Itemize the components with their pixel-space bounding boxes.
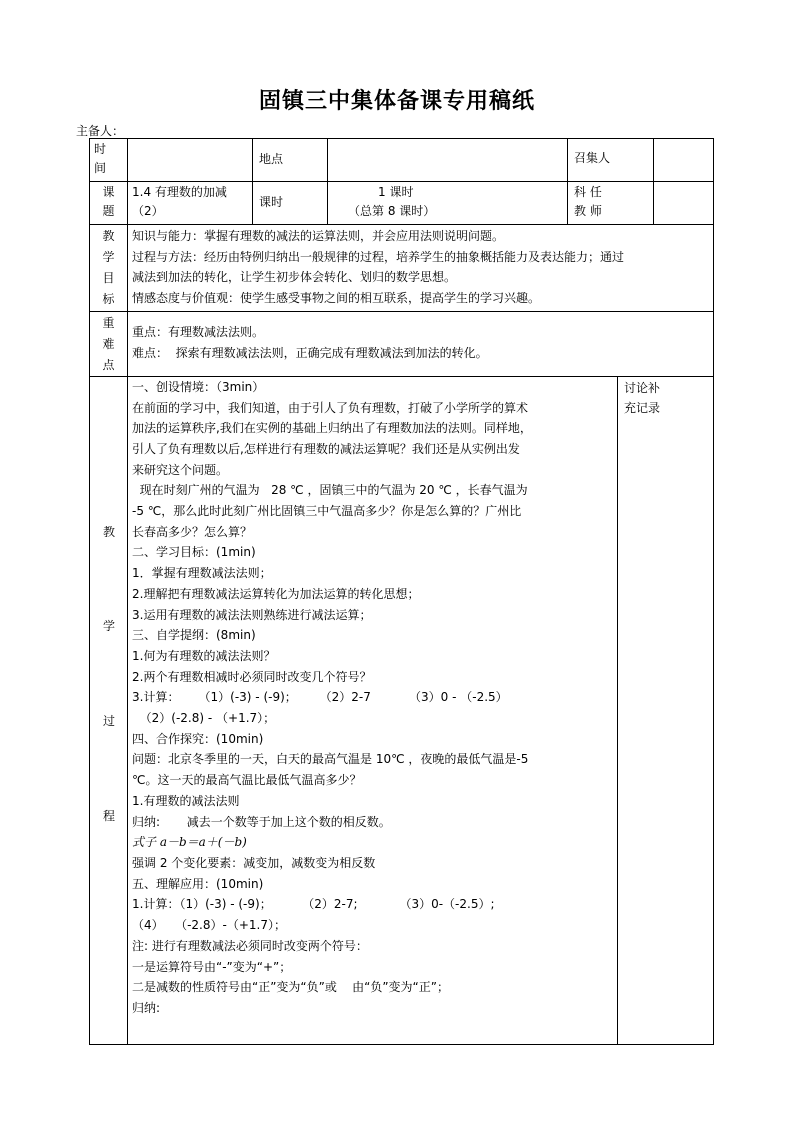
- process-line-6: 现在时刻广州的气温为 28 ℃ ，固镇三中的气温为 20 ℃ ，长春气温为: [132, 483, 528, 498]
- hours-value-cell: [328, 182, 568, 225]
- process-line-13: 三、自学提纲：(8min): [132, 628, 256, 643]
- focus-label-cell: [90, 311, 128, 376]
- row-goals: [90, 225, 714, 312]
- process-line-32: 归纳:: [132, 1000, 161, 1015]
- focus-label-2: 难: [102, 336, 115, 351]
- row-focus: [90, 311, 714, 376]
- process-line-10: 1．掌握有理数减法法则；: [132, 566, 272, 581]
- process-content: [128, 376, 618, 1044]
- process-label-3: 过: [102, 713, 115, 728]
- focus-content: [128, 311, 714, 376]
- goals-line-4: 情感态度与价值观：使学生感受事物之间的相互联系，提高学生的学习兴趣。: [132, 291, 541, 306]
- goals-line-1: 知识与能力：掌握有理数的减法的运算法则，并会应用法则说明问题。: [132, 229, 505, 243]
- process-label-2: 学: [102, 618, 115, 633]
- goals-line-3: 减法到加法的转化，让学生初步体会转化、划归的数学思想。: [132, 270, 457, 285]
- process-line-25: 五、理解应用：(10min): [132, 876, 264, 891]
- goals-label-1: 教: [102, 229, 115, 243]
- teacher-label-1: 科 任: [574, 185, 602, 199]
- process-line-21: 1.有理数的减法法则: [132, 793, 240, 808]
- row-topic: [90, 182, 714, 225]
- goals-label-cell: [90, 225, 128, 312]
- process-line-22: 归纳: 减去一个数等于加上这个数的相反数。: [132, 814, 391, 829]
- focus-label-1: 重: [102, 315, 115, 330]
- process-line-23: 式子 a－b＝a＋(－b): [132, 835, 247, 850]
- topic-value-1: 1.4 有理数的加减: [132, 185, 227, 199]
- topic-label-cell: [90, 182, 128, 225]
- process-line-14: 1.何为有理数的减法法则？: [132, 648, 276, 663]
- goals-label-4: 标: [102, 292, 115, 306]
- goals-label-2: 学: [102, 250, 115, 264]
- process-line-15: 2.两个有理数相减时必须同时改变几个符号？: [132, 669, 372, 684]
- hours-label-cell: [253, 182, 328, 225]
- teacher-value[interactable]: [654, 182, 713, 224]
- convener-label: 召集人: [568, 139, 654, 181]
- goals-label-3: 目: [102, 271, 115, 285]
- place-label-cell: [253, 139, 328, 182]
- topic-value-2: （2）: [132, 204, 164, 218]
- process-line-18: 四、合作探究：(10min): [132, 731, 264, 746]
- time-label-cell: [90, 139, 128, 182]
- process-line-8: 长春高多少？怎么算？: [132, 524, 253, 539]
- process-line-29: 一是运算符号由“-”变为“+”；: [132, 959, 292, 974]
- process-line-19: 问题：北京冬季里的一天，白天的最高气温是 10℃ ，夜晚的最低气温是-5: [132, 752, 529, 767]
- process-line-9: 二、学习目标：(1min): [132, 545, 256, 560]
- process-line-3: 加法的运算秩序,我们在实例的基础上归纳出了有理数加法的法则。同样地，: [132, 421, 532, 436]
- process-line-17: （2）(-2.8) - （+1.7）；: [132, 711, 276, 726]
- time-label-1: 时: [94, 142, 107, 156]
- row-time: [90, 139, 714, 182]
- row-process: [90, 376, 714, 1044]
- focus-label-3: 点: [102, 357, 115, 372]
- goals-content: [128, 225, 714, 312]
- hours-value-2: （总第 8 课时）: [348, 204, 436, 218]
- process-line-16: 3.计算： （1）(-3) - (-9)； （2）2-7 （3）0 - （-2.5）: [132, 690, 508, 705]
- lesson-plan-table: [89, 138, 714, 1045]
- time-label-2: 间: [94, 161, 107, 175]
- process-line-26: 1.计算：（1）(-3) - (-9)； （2）2-7; （3）0-（-2.5）;: [132, 897, 495, 912]
- convener-value[interactable]: [654, 139, 713, 181]
- time-value[interactable]: [128, 139, 253, 182]
- process-line-1: 一、创设情境：（3min）: [132, 379, 265, 394]
- topic-label-2: 题: [102, 204, 115, 218]
- topic-label-1: 课: [102, 185, 115, 199]
- hours-label: 课时: [259, 195, 284, 209]
- convener-cell: [568, 139, 714, 182]
- process-label-4: 程: [102, 808, 115, 823]
- notes-label-1: 讨论补: [624, 380, 661, 395]
- goals-line-2: 过程与方法：经历由特例归纳出一般规律的过程，培养学生的抽象概括能力及表达能力；通过: [132, 249, 625, 264]
- process-line-27: （4） （-2.8）-（+1.7）；: [132, 918, 286, 933]
- preparer-label: 主备人：: [76, 124, 125, 138]
- process-label-cell: [90, 376, 128, 1044]
- process-line-4: 引人了负有理数以后,怎样进行有理数的减法运算呢？我们还是从实例出发: [132, 441, 520, 456]
- place-label: 地点: [259, 152, 284, 166]
- focus-key-point: 重点：有理数减法法则。: [132, 324, 265, 339]
- notes-cell: [618, 376, 714, 1044]
- process-label-1: 教: [102, 524, 115, 539]
- process-line-20: ℃。这一天的最高气温比最低气温高多少？: [132, 773, 362, 788]
- process-line-7: -5 ℃，那么此时此刻广州比固镇三中气温高多少？你是怎么算的？广州比: [132, 504, 522, 519]
- hours-value-1: 1 课时: [378, 185, 414, 199]
- process-line-28: 注: 进行有理数减法必须同时改变两个符号：: [132, 938, 368, 953]
- focus-difficulty: 难点： 探索有理数减法法则，正确完成有理数减法到加法的转化。: [132, 345, 488, 360]
- topic-value-cell: [128, 182, 253, 225]
- page-title: 固镇三中集体备课专用稿纸: [258, 89, 535, 114]
- process-line-24: 强调 2 个变化要素：减变加，减数变为相反数: [132, 855, 376, 870]
- process-line-30: 二是减数的性质符号由“正”变为“负”或 由“负”变为“正”；: [132, 980, 449, 995]
- notes-label-2: 充记录: [624, 400, 661, 415]
- process-line-5: 来研究这个问题。: [132, 462, 229, 477]
- process-line-2: 在前面的学习中，我们知道，由于引人了负有理数，打破了小学所学的算术: [132, 400, 529, 415]
- process-line-12: 3.运用有理数的减法法则熟练进行减法运算；: [132, 607, 372, 622]
- teacher-cell: [568, 182, 714, 225]
- teacher-label-2: 教 师: [574, 204, 602, 218]
- place-value[interactable]: [328, 139, 568, 182]
- process-line-11: 2.理解把有理数减法运算转化为加法运算的转化思想；: [132, 586, 420, 601]
